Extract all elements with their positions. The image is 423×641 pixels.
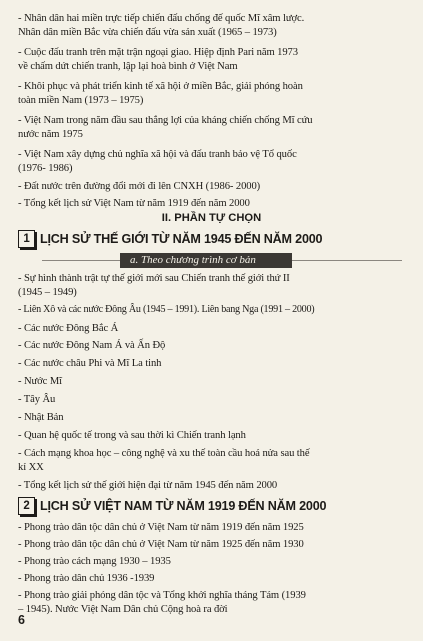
page-number: 6: [18, 613, 25, 627]
text-line: - Tây Âu: [18, 394, 56, 405]
text-line: - Quan hệ quốc tế trong và sau thời kì Chiến tranh lạnh: [18, 430, 246, 441]
text-line: (1976- 1986): [18, 163, 73, 174]
section-heading: [18, 496, 326, 516]
text-line: về chấm dứt chiến tranh, lập lại hoà bình ở Việt Nam: [18, 61, 238, 72]
text-line: kỉ XX: [18, 462, 44, 473]
section-title: LỊCH SỬ THẾ GIỚI TỪ NĂM 1945 ĐẾN NĂM 2000: [40, 232, 323, 246]
text-line: Nhân dân miền Bắc vừa chiến đấu vừa sản xuất (1965 – 1973): [18, 27, 277, 38]
text-line: - Đất nước trên đường đổi mới đi lên CNXH (1986- 2000): [18, 181, 261, 192]
section-number-box: 2: [18, 497, 35, 515]
text-line: - Việt Nam xây dựng chủ nghĩa xã hội và đấu tranh bảo vệ Tổ quốc: [18, 149, 297, 160]
text-line: - Khôi phục và phát triển kinh tế xã hội ở miền Bắc, giải phóng hoàn: [18, 81, 303, 92]
text-line: - Các nước châu Phi và Mĩ La tinh: [18, 358, 162, 369]
section-number-box: 1: [18, 230, 35, 248]
text-line: - Liên Xô và các nước Đông Âu (1945 – 1991). Liên bang Nga (1991 – 2000): [18, 304, 315, 315]
text-line: - Nhân dân hai miền trực tiếp chiến đấu chống đế quốc Mĩ xâm lược.: [18, 13, 305, 24]
text-line: - Nhật Bản: [18, 412, 64, 423]
text-line: - Tổng kết lịch sử Việt Nam từ năm 1919 đến năm 2000: [18, 198, 250, 209]
text-line: – 1945). Nước Việt Nam Dân chủ Cộng hoà ra đời: [18, 604, 228, 615]
text-line: - Các nước Đông Nam Á và Ấn Độ: [18, 340, 166, 351]
text-line: - Tổng kết lịch sử thế giới hiện đại từ năm 1945 đến năm 2000: [18, 480, 278, 491]
text-line: - Các nước Đông Bắc Á: [18, 323, 119, 334]
text-line: - Sự hình thành trật tự thế giới mới sau Chiến tranh thế giới thứ II: [18, 273, 290, 284]
text-line: - Cuộc đấu tranh trên mặt trận ngoại giao. Hiệp định Pari năm 1973: [18, 47, 298, 58]
section-title: LỊCH SỬ VIỆT NAM TỪ NĂM 1919 ĐẾN NĂM 2000: [40, 499, 327, 513]
part-heading: II. PHẦN TỰ CHỌN: [161, 212, 262, 224]
subsection-banner: a. Theo chương trình cơ bản: [120, 253, 292, 268]
text-line: (1945 – 1949): [18, 287, 77, 298]
text-line: - Nước Mĩ: [18, 376, 62, 387]
section-heading: [18, 229, 322, 249]
text-line: - Phong trào dân tộc dân chủ ở Việt Nam từ năm 1919 đến năm 1925: [18, 522, 304, 533]
text-line: - Phong trào cách mạng 1930 – 1935: [18, 556, 171, 567]
text-line: - Cách mạng khoa học – công nghệ và xu thế toàn cầu hoá nửa sau thế: [18, 448, 310, 459]
text-line: - Phong trào giải phóng dân tộc và Tổng khởi nghĩa tháng Tám (1939: [18, 590, 306, 601]
text-line: toàn miền Nam (1973 – 1975): [18, 95, 144, 106]
text-line: - Việt Nam trong năm đầu sau thắng lợi của kháng chiến chống Mĩ cứu: [18, 115, 313, 126]
text-line: - Phong trào dân tộc dân chủ ở Việt Nam từ năm 1925 đến năm 1930: [18, 539, 304, 550]
text-line: nước năm 1975: [18, 129, 83, 140]
text-line: - Phong trào dân chủ 1936 -1939: [18, 573, 155, 584]
